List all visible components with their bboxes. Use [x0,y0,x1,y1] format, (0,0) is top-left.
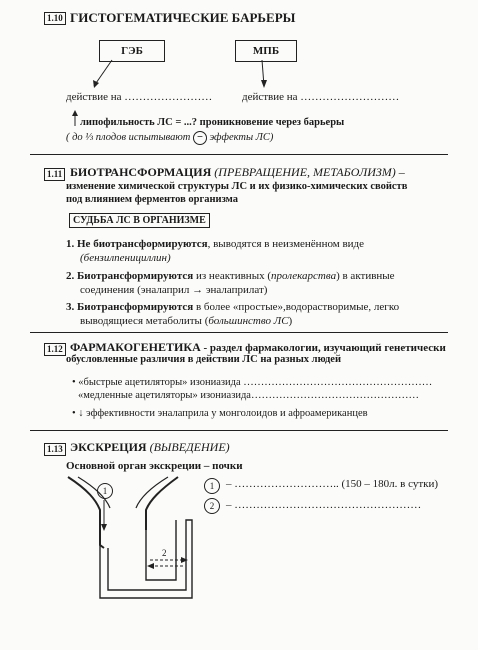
bullet-fast-acetylators: • «быстрые ацетиляторы» изониазида ……………………………………………… [72,377,433,388]
item-2-bold: Биотрансформируются [77,270,194,282]
title-dash: – [398,165,405,179]
fetus-note-end: эффекты ЛС) [209,132,274,143]
legend-circle-1: 1 [204,478,220,494]
item-3 [66,301,399,313]
divider-2 [30,332,448,333]
item-3-line-2a: выводящиеся метаболиты ( [80,315,209,327]
title-italic: (ВЫВЕДЕНИЕ) [149,440,230,454]
title-bold: БИОТРАНСФОРМАЦИЯ [70,165,212,179]
item-1-bold: Не биотрансформируются [77,238,208,250]
kidney-label-2: 2 [162,548,167,558]
item-1 [66,238,364,250]
item-3-line-2 [80,315,292,327]
bullet-slow-acetylators: «медленные ацетиляторы» изониазида………………………………………… [78,390,419,401]
kidney-label-1: 1 [97,483,113,499]
title-rest: - раздел фармакологии, изучающий генетически [200,342,446,354]
definition-line-1: изменение химической структуры ЛС и их физико-химических свойств [66,181,408,192]
item-3-line-2b: большинство ЛС [208,315,289,327]
action-right: действие на ……………………… [242,91,400,103]
section-title-pharmacogenetics [70,340,446,355]
fetus-note-start: ( до ⅓ плодов испытывают [66,132,191,143]
legend-line-1: – ……………………….. (150 – 180л. в сутки) [226,478,439,490]
bullet-enalapril: • ↓ эффективности эналаприла у монголоидов и афроамериканцев [72,408,368,419]
definition-line-2: обусловленные различия в действии ЛС на разных людей [66,354,342,365]
legend-circle-2: 2 [204,498,220,514]
item-3-bold: Биотрансформируются [77,301,194,313]
section-number-1-13: 1.13 [44,443,66,456]
section-title-biotransformation [70,165,405,180]
minus-circle-icon: − [193,131,207,145]
item-2 [66,270,395,282]
title-bold: ФАРМАКОГЕНЕТИКА [70,340,201,354]
item-1-number: 1. [66,238,75,250]
title-italic: (ПРЕВРАЩЕНИЕ, МЕТАБОЛИЗМ) [214,165,396,179]
title-bold: ЭКСКРЕЦИЯ [70,440,147,454]
lipophilicity-line: липофильность ЛС = ...? проникновение через барьеры [80,117,345,128]
item-2-line-2: соединения (эналаприл → эналаприлат) [80,284,268,296]
section-title-barriers: ГИСТОГЕМАТИЧЕСКИЕ БАРЬЕРЫ [70,10,296,25]
section-number-1-10: 1.10 [44,12,66,25]
item-3-number: 3. [66,301,75,313]
item-2-rest-1: из неактивных ( [193,270,271,282]
action-left: действие на …………………… [66,91,213,103]
divider-1 [30,154,448,155]
item-3-rest: в более «простые»,водорастворимые, легко [193,301,400,313]
item-1-example: (бензилпенициллин) [80,252,171,264]
item-2-rest-2: ) в активные [336,270,395,282]
legend-line-2: – …………………………………………… [226,499,422,511]
section-number-1-12: 1.12 [44,343,66,356]
item-3-line-2c: ) [288,315,293,327]
divider-3 [30,430,448,431]
section-number-1-11: 1.11 [44,168,65,181]
item-2-number: 2. [66,270,75,282]
item-1-rest: , выводятся в неизменённом виде [207,238,365,250]
main-organ: Основной орган экскреции – почки [66,460,243,472]
fetus-note [66,131,273,145]
placenta-barrier-box: МПБ [235,40,297,62]
definition-line-2: под влиянием ферментов организма [66,194,239,205]
item-2-prodrug: пролекарства [271,270,337,282]
bbb-box: ГЭБ [99,40,165,62]
section-title-excretion [70,440,230,455]
fate-box: СУДЬБА ЛС В ОРГАНИЗМЕ [69,213,210,228]
